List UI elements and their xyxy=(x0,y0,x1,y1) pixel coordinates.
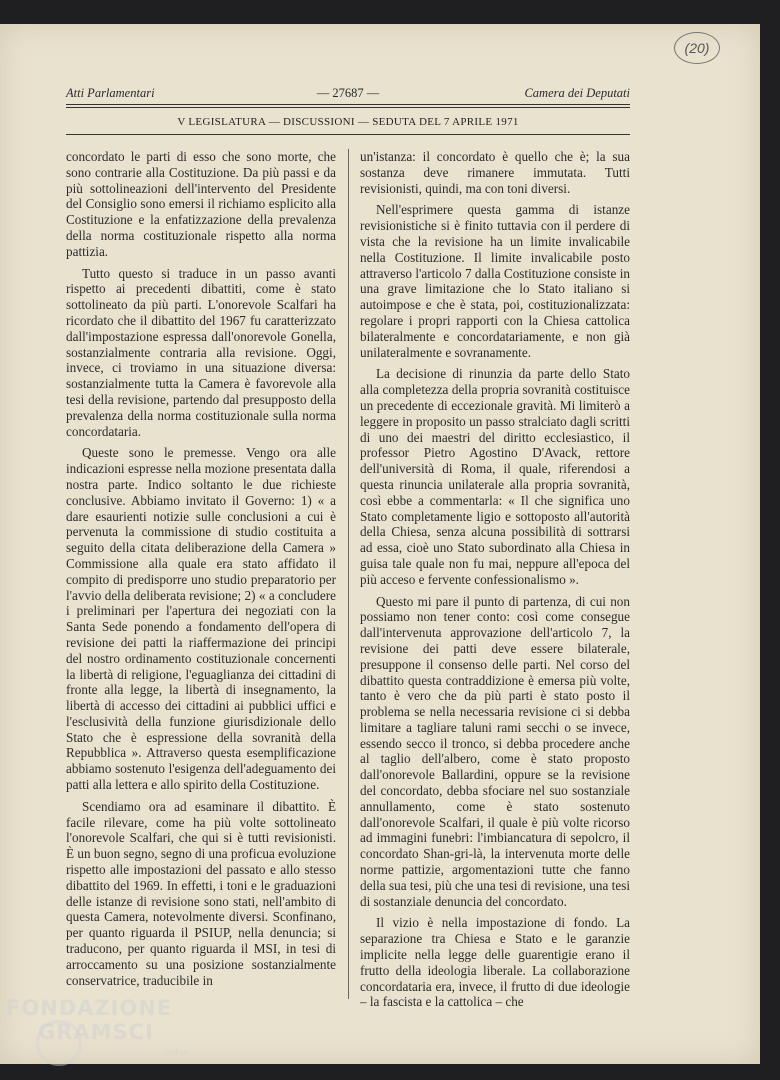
watermark-line1: FONDAZIONE xyxy=(6,996,173,1020)
paragraph: Il vizio è nella impostazione di fondo. La separazione tra Chiesa e Stato e le garanzie implicite nella legge delle guarentigie erano il frutto della ideologia liberale. La collaborazione concordataria era, invece, il frutto di due ideologie – la fascista e la cattolica – che xyxy=(360,915,630,1010)
watermark-line2: GRAMSCI xyxy=(38,1020,154,1044)
running-head-left: Atti Parlamentari xyxy=(66,86,155,100)
running-head xyxy=(66,86,630,104)
paragraph: Scendiamo ora ad esaminare il dibattito. È facile rilevare, come ha più volte sottolineato l'onorevole Scalfari, che qui si è tutti revisionisti. È un buon segno, segno di una proficua evoluzione rispetto alle impostazioni del passato e allo stesso dibattito del 1969. In effetti, i toni e le graduazioni delle istanze di revisione sono stati, nell'ambito di questa Camera, notevolmente diversi. Sconfinano, per quanto riguarda il PSIUP, nella denuncia; si traducono, per quanto riguarda il MSI, in tesi di arroccamento su una posizione sostanzialmente conservatrice, traducibile in xyxy=(66,798,336,988)
header-rule xyxy=(66,104,630,105)
paragraph: Tutto questo si traduce in un passo avanti rispetto ai precedenti dibattiti, come è stato sottolineato da più parti. L'onorevole Scalfari ha ricordato che il dibattito del 1967 fu caratterizzato dall'impostazione espressa dall'onorevole Gonella, sostanzialmente contraria alla revisione. Oggi, invece, ci troviamo in una situazione diversa: sostanzialmente tutta la Camera è favorevole alla tesi della revisione, partendo dal presupposto della prevalenza della norma costituzionale sulla norma concordataria. xyxy=(66,265,336,439)
paragraph: Questo mi pare il punto di partenza, di cui non possiamo non tener conto: così come consegue dall'intervenuta approvazione dell'articolo 7, la revisione dei patti deve essere bilaterale, presuppone il consenso delle parti. Nel corso del dibattito questa contraddizione è emersa più volte, tanto è vero che da più parti è stato posto il problema se nella necessaria revisione ci si debba limitare a tagliare taluni rami secchi o se invece, essendo secco il tronco, si debba procedere anche al taglio dell'albero, come è stato proposto dall'onorevole Ballardini, oppure se la revisione del concordato, debba sfociare nel suo sostanziale annullamento, come è stato sostenuto dall'onorevole Scalfari, il quale è più volte ricorso ad immagini funebri: l'imbiancatura di sepolcro, il concordato Shan-gri-là, la intervenuta morte delle norme pattizie, argomentazioni tutte che fanno della sua tesi, più che una tesi di revisione, una tesi di sostanziale denuncia del concordato. xyxy=(360,593,630,909)
header-rule xyxy=(66,107,630,108)
paragraph: concordato le parti di esso che sono morte, che sono contrarie alla Costituzione. Da più passi e da più sottolineazioni dell'intervento del Presidente del Consiglio sono emersi il richiamo esplicito alla Costituzione e la enfatizzazione della prevalenza della norma costituzionale rispetto alla norma pattizia. xyxy=(66,149,336,259)
right-column xyxy=(360,149,630,1016)
running-head-right: Camera dei Deputati xyxy=(524,86,630,100)
archive-number: (20) xyxy=(674,32,720,64)
paragraph: Queste sono le premesse. Vengo ora alle indicazioni espresse nella mozione presentata dalla nostra parte. Indico soltanto le due richieste conclusive. Abbiamo invitato il Governo: 1) « a dare esaurienti notizie sulle conclusioni a cui è pervenuta la commissione di studio costituita a seguito della citata deliberazione della Camera » Commissione alla quale era stato affidato il compito di predisporre uno studio preparatorio per l'avvio della deliberata revisione; 2) « a concludere i preliminari per l'apertura dei negoziati con la Santa Sede ponendo a fondamento dell'opera di revisione dei patti la riaffermazione dei principi del nostro ordinamento costituzionale concernenti la libertà di religione, l'eguaglianza dei cittadini di fronte alla legge, la libertà di insegnamento, la libertà di accesso dei cittadini ai pubblici uffici e l'esclusività della funzione giurisdizionale dello Stato che è espressione della sovranità della Repubblica ». Attraverso questa esemplificazione abbiamo sostenuto l'esigenza dell'adeguamento dei patti alla lettera e allo spirito della Costituzione. xyxy=(66,445,336,793)
session-subhead: V LEGISLATURA — DISCUSSIONI — SEDUTA DEL 7 APRILE 1971 xyxy=(177,116,519,128)
subhead-rule xyxy=(66,134,630,135)
fondazione-gramsci-watermark xyxy=(6,996,206,1076)
watermark-onlus: onlus xyxy=(164,1048,189,1058)
page-number: — 27687 — xyxy=(316,86,380,100)
left-column xyxy=(66,149,336,994)
document-page xyxy=(0,24,760,1064)
paragraph: Nell'esprimere questa gamma di istanze revisionistiche si è finito tuttavia con il perdere di vista che la revisione ha un limite invalicabile nella Costituzione. Il limite invalicabile posto attraverso l'articolo 7 dalla Costituzione consiste in una grave limitazione che lo Stato italiano si autoimpose e che è stata, poi, costituzionalizzata: regolare i propri rapporti con la Chiesa cattolica bilateralmente e concordatariamente, e non già unilateralmente e sovranamente. xyxy=(360,202,630,360)
paragraph: La decisione di rinunzia da parte dello Stato alla completezza della propria sovranità costituisce un precedente di eccezionale gravità. Mi limiterò a leggere in proposito un passo stralciato dagli scritti di uno dei maestri del diritto ecclesiastico, il professor Pietro Agostino D'Avack, rettore dell'università di Roma, il quale, riferendosi a questa rinuncia unilaterale alla propria sovranità, così ebbe a commentarla: « Il che significa uno Stato completamente ligio e sottoposto all'autorità della Chiesa, senza alcuna possibilità di sottrarsi ad essa, cioè uno Stato subordinato alla Chiesa in guisa tale quale non fu mai, neppure all'epoca del più acceso e fervente confessionalismo ». xyxy=(360,366,630,587)
paragraph: un'istanza: il concordato è quello che è; la sua sostanza deve rimanere immutata. Tutti revisionisti, quindi, ma con toni diversi. xyxy=(360,149,630,196)
column-divider xyxy=(348,149,349,999)
